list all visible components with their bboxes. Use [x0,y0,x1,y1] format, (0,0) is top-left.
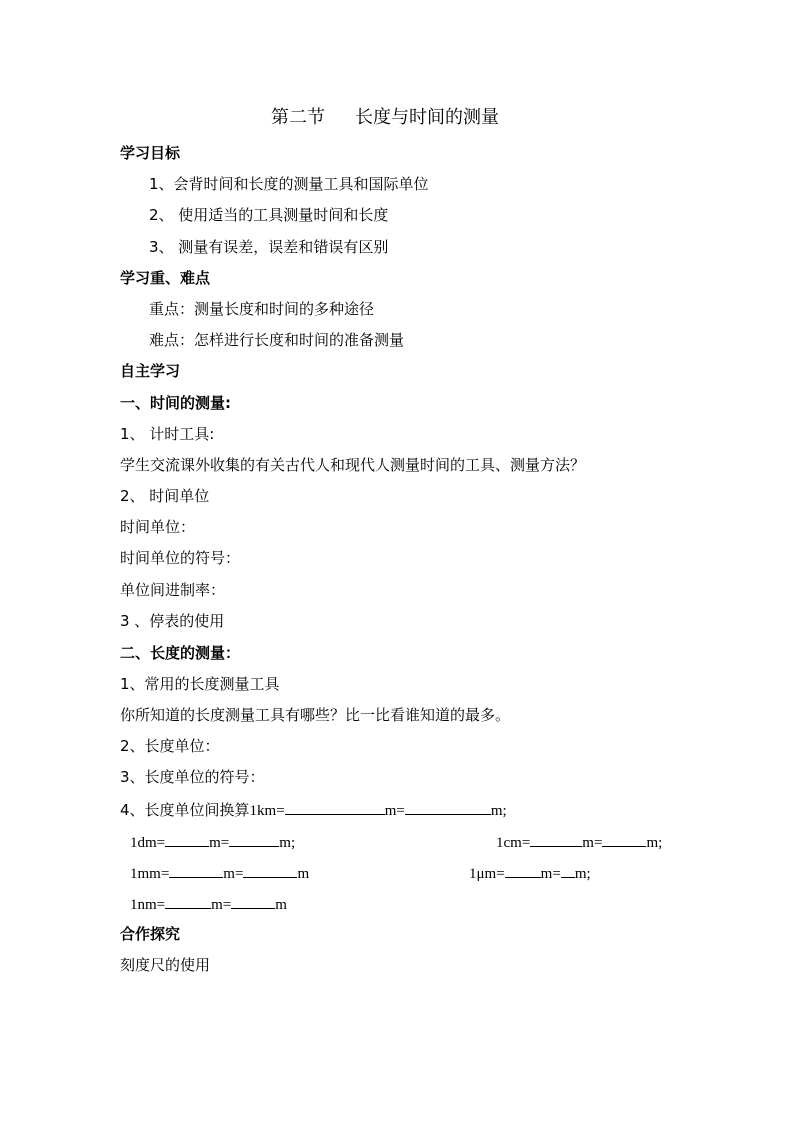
length-item-4 [120,799,507,821]
um-blank-2[interactable] [561,862,575,878]
mm-conversion [130,862,309,884]
nm-mid: m= [211,897,232,913]
cooperation-item: 刻度尺的使用 [120,956,211,974]
length-item-1: 1、常用的长度测量工具 [120,675,280,693]
cm-conversion [496,831,662,853]
time-rate-label: 单位间进制率： [120,581,226,599]
dm-prefix: 1dm= [130,835,166,851]
length-question-1: 你所知道的长度测量工具有哪些？比一比看谁知道的最多。 [120,706,511,724]
self-study-heading: 自主学习 [120,362,181,380]
nm-blank-1[interactable] [165,893,211,909]
time-item-3: 3 、停表的使用 [120,612,225,630]
um-blank-1[interactable] [505,862,541,878]
nm-suffix: m [275,897,287,913]
key-points-heading: 学习重、难点 [120,269,211,287]
focus-text: 重点：测量长度和时间的多种途径 [149,300,375,318]
objective-item-1: 1、会背时间和长度的测量工具和国际单位 [149,175,429,193]
cm-prefix: 1cm= [496,835,531,851]
um-mid: m= [540,866,561,882]
mm-prefix: 1mm= [130,866,170,882]
um-conversion [469,862,591,884]
nm-prefix: 1nm= [130,897,166,913]
km-prefix: 1km= [249,803,285,819]
um-suffix: m; [574,866,591,882]
objective-item-2: 2、 使用适当的工具测量时间和长度 [149,206,389,224]
dm-blank-1[interactable] [165,831,209,847]
time-item-2: 2、 时间单位 [120,487,210,505]
length-item-3: 3、长度单位的符号： [120,768,265,786]
cm-suffix: m; [646,835,663,851]
dm-suffix: m; [279,835,296,851]
time-symbol-label: 时间单位的符号： [120,549,241,567]
km-mid: m= [384,803,405,819]
objectives-heading: 学习目标 [120,144,181,162]
mm-mid: m= [223,866,244,882]
nm-blank-2[interactable] [231,893,275,909]
length-item-2: 2、长度单位： [120,737,220,755]
cm-blank-2[interactable] [602,831,646,847]
section-title: 长度与时间的测量 [355,107,499,128]
dm-blank-2[interactable] [229,831,279,847]
mm-blank-1[interactable] [169,862,223,878]
mm-suffix: m [297,866,310,882]
page-title [271,106,499,130]
length-item-4-label: 4、长度单位间换算 [120,801,250,819]
km-blank-1[interactable] [285,799,385,815]
cm-mid: m= [582,835,603,851]
nm-conversion [130,893,287,915]
length-section-heading: 二、长度的测量： [120,644,241,662]
cooperation-heading: 合作探究 [120,925,181,943]
dm-mid: m= [209,835,230,851]
km-blank-2[interactable] [405,799,491,815]
time-item-1: 1、 计时工具: [120,425,215,443]
km-suffix: m; [490,803,507,819]
time-unit-label: 时间单位： [120,518,196,536]
objective-item-3: 3、 测量有误差，误差和错误有区别 [149,238,389,256]
difficulty-text: 难点：怎样进行长度和时间的准备测量 [149,331,405,349]
time-section-heading: 一、时间的测量: [120,394,231,412]
dm-conversion [130,831,295,853]
um-prefix: 1μm= [469,866,505,882]
time-question-1: 学生交流课外收集的有关古代人和现代人测量时间的工具、测量方法？ [120,456,586,474]
mm-blank-2[interactable] [243,862,297,878]
cm-blank-1[interactable] [530,831,582,847]
section-number: 第二节 [271,107,325,128]
